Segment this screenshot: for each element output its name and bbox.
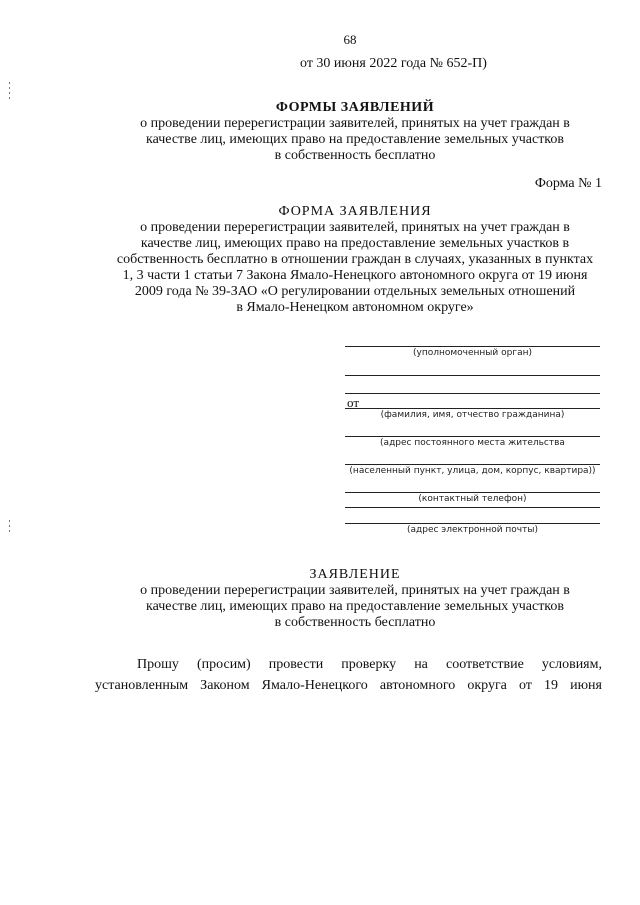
margin-mark	[9, 82, 11, 102]
forms-subtitle-line: качестве лиц, имеющих право на предоставление земельных участков	[145, 132, 565, 147]
statement-header	[95, 567, 615, 631]
resolution-reference: от 30 июня 2022 года № 652-П)	[300, 56, 487, 71]
margin-mark	[9, 520, 11, 535]
residence-caption: (адрес постоянного места жительства	[380, 438, 565, 448]
blank-line[interactable]	[345, 393, 600, 394]
page-number: 68	[343, 32, 357, 47]
form-subtitle-line: собственность бесплатно в отношении граждан в случаях, указанных в пунктах	[116, 252, 594, 267]
forms-title: ФОРМЫ ЗАЯВЛЕНИЙ	[275, 100, 435, 115]
forms-subtitle-line: в собственность бесплатно	[274, 148, 436, 163]
applicant-name-caption: (фамилия, имя, отчество гражданина)	[380, 410, 565, 420]
body-line: установленным Законом Ямало-Ненецкого автономного округа от 19 июня	[95, 678, 602, 693]
authority-line[interactable]	[345, 346, 600, 347]
email-line[interactable]	[345, 523, 600, 524]
address-details-line[interactable]	[345, 464, 600, 465]
forms-subtitle-line: о проведении перерегистрации заявителей, принятых на учет граждан в	[140, 116, 570, 131]
email-caption: (адрес электронной почты)	[407, 525, 538, 535]
authority-caption: (уполномоченный орган)	[413, 348, 532, 358]
form-subtitle-line: 2009 года № 39-ЗАО «О регулировании отдельных земельных отношений	[134, 284, 576, 299]
blank-line[interactable]	[345, 375, 600, 376]
form-subtitle-line: 1, 3 части 1 статьи 7 Закона Ямало-Ненецкого автономного округа от 19 июня	[122, 268, 588, 283]
form-title: ФОРМА ЗАЯВЛЕНИЯ	[278, 204, 432, 219]
forms-header	[95, 100, 615, 164]
statement-subtitle-line: качестве лиц, имеющих право на предоставление земельных участков	[145, 599, 565, 614]
form-number: Форма № 1	[534, 176, 602, 191]
statement-body	[95, 654, 602, 696]
residence-line[interactable]	[345, 436, 600, 437]
form-subtitle-line: в Ямало-Ненецком автономном округе»	[236, 300, 474, 315]
form-header	[95, 204, 615, 316]
applicant-name-line[interactable]	[345, 408, 600, 409]
address-details-caption: (населенный пункт, улица, дом, корпус, квартира))	[349, 466, 596, 476]
from-label: от	[347, 395, 360, 410]
body-line: Прошу (просим) провести проверку на соответствие условиям,	[137, 657, 602, 672]
form-subtitle-line: качестве лиц, имеющих право на предоставление земельных участков в	[140, 236, 570, 251]
phone-caption: (контактный телефон)	[418, 494, 527, 504]
phone-line[interactable]	[345, 492, 600, 493]
statement-subtitle-line: в собственность бесплатно	[274, 615, 436, 630]
statement-title: ЗАЯВЛЕНИЕ	[309, 567, 401, 582]
form-subtitle-line: о проведении перерегистрации заявителей, принятых на учет граждан в	[140, 220, 570, 235]
blank-line[interactable]	[345, 507, 600, 508]
statement-subtitle-line: о проведении перерегистрации заявителей, принятых на учет граждан в	[140, 583, 570, 598]
